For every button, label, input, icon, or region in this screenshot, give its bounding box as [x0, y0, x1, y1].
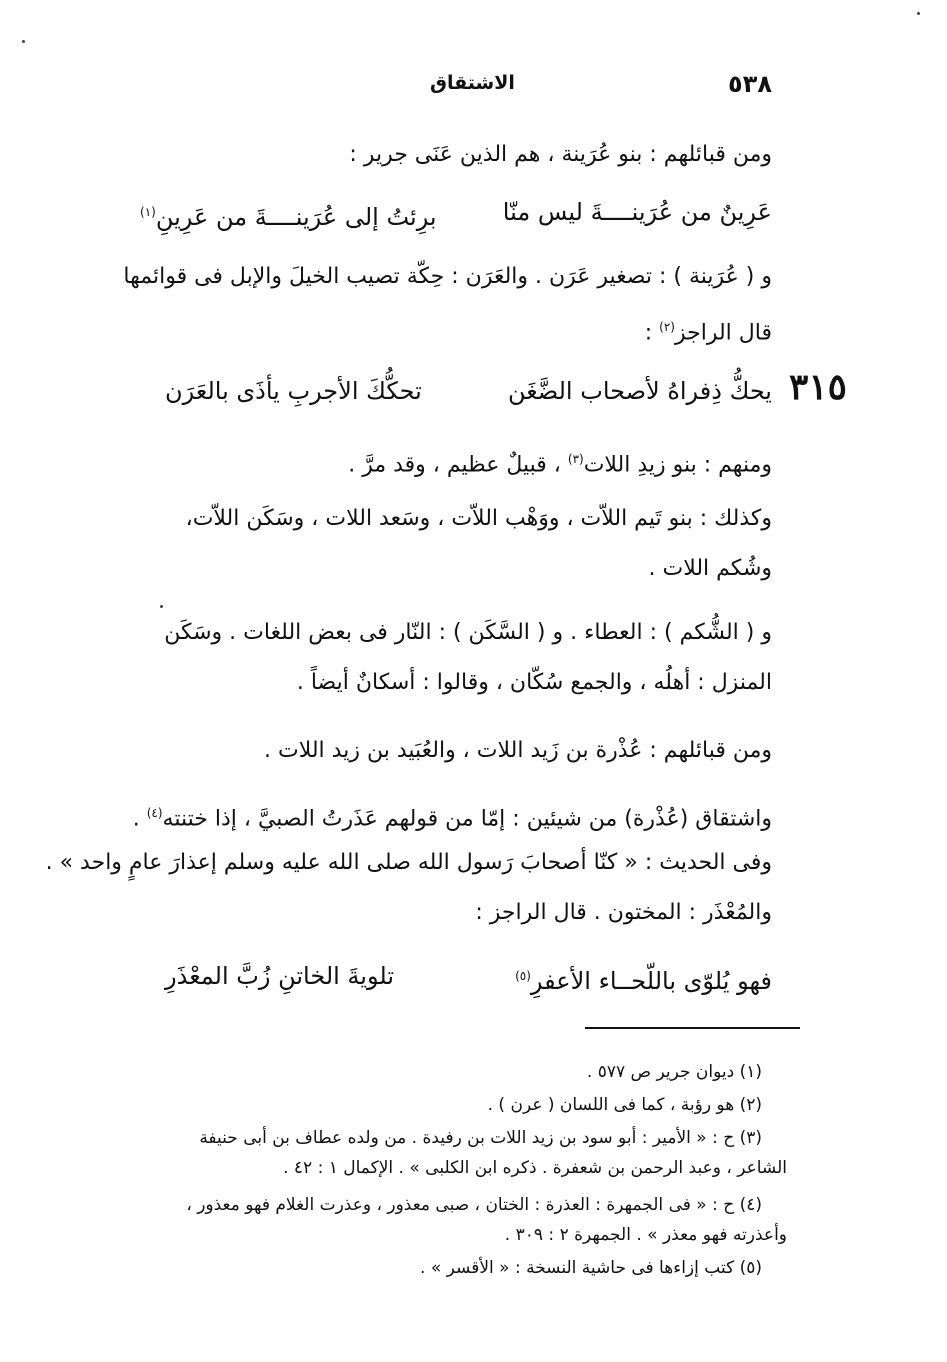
- verse-hemistich-right: عَرِينٌ من عُرَينــــةَ ليس منّا: [502, 198, 772, 226]
- verse-hemistich-left: تلويةَ الخاتنِ زُبَّ المعْذَرِ: [165, 962, 394, 990]
- footnote: (٣) ح : « الأمير : أبو سود بن زيد اللات بن رفيدة . من ولده عطاف بن أبى حنيفة: [199, 1128, 762, 1148]
- running-title: الاشتقاق: [430, 72, 515, 94]
- verse-text: فهو يُلوّى باللّحــاء الأعفرِ: [530, 967, 772, 995]
- footnote-divider: [585, 1027, 800, 1029]
- text-line: و ( الشُّكم ) : العطاء . و ( السَّكَن ) : النّار فى بعض اللغات . وسَكَن: [164, 620, 772, 645]
- text-line: وفى الحديث : « كنّا أصحابَ رَسول الله صلى الله عليه وسلم إعذارَ عامٍ واحد » .: [45, 850, 772, 875]
- text-line: المنزل : أهلُه ، والجمع سُكّان ، وقالوا : أسكانٌ أيضاً .: [296, 670, 772, 695]
- verse-hemistich-left: تحكُّكَ الأجربِ يأذَى بالعَرَن: [165, 377, 422, 405]
- text-line: ومن قبائلهم : عُذْرة بن زَيد اللات ، والعُبَيد بن زيد اللات .: [264, 738, 772, 763]
- footnote-marker: (٢): [659, 320, 675, 334]
- verse-hemistich-right: يحكُّ ذِفراهُ لأصحاب الضَّغَن: [507, 377, 772, 405]
- footnote: (١) ديوان جرير ص ٥٧٧ .: [586, 1062, 762, 1082]
- scan-speck: [917, 12, 920, 15]
- text-run: ، قبيلٌ عظيم ، وقد مرَّ .: [348, 452, 568, 478]
- text-line: [645, 312, 772, 348]
- text-run: ومنهم : بنو زيدِ اللات: [583, 452, 772, 478]
- footnote: (٥) كتب إزاءها فى حاشية النسخة : « الأقسر » .: [420, 1258, 762, 1278]
- text-run: واشتقاق (عُذْرة) من شيئين : إمّا من قولهم عَذَرتُ الصبيَّ ، إذا ختنته: [162, 806, 772, 832]
- verse-number: ٣١٥: [788, 366, 847, 408]
- footnote-marker: (٣): [567, 452, 584, 466]
- text-line: و ( عُرَينة ) : تصغير عَرَن . والعَرَن : حِكّة تصيب الخيلَ والإبل فى قوائمها: [123, 264, 772, 289]
- text-line: ومن قبائلهم : بنو عُرَينة ، هم الذين عَنَى جرير :: [349, 142, 772, 167]
- footnote-continuation: وأعذرته فهو معذر » . الجمهرة ٢ : ٣٠٩ .: [504, 1225, 787, 1245]
- scan-speck: [22, 40, 25, 43]
- verse-hemistich-right: [515, 960, 772, 997]
- text-line: [348, 444, 772, 480]
- page-number: ٥٣٨: [728, 70, 772, 98]
- text-line: وكذلك : بنو تَيم اللاّت ، ووَهْب اللاّت ، وسَعد اللات ، وسَكَن اللاّت،: [185, 506, 772, 531]
- text-run: .: [132, 806, 147, 832]
- footnote-continuation: الشاعر ، وعبد الرحمن بن شعفرة . ذكره ابن الكلبى » . الإكمال ١ : ٤٢ .: [283, 1158, 787, 1178]
- footnote-marker: (١): [140, 205, 156, 219]
- verse-text: برِئتُ إلى عُرَينــــةَ من عَرِينِ: [155, 203, 437, 231]
- text-run: قال الراجز: [674, 320, 772, 346]
- text-run: :: [644, 320, 660, 346]
- footnote-marker: (٥): [515, 969, 531, 983]
- text-line: والمُعْذَر : المختون . قال الراجز :: [475, 900, 772, 925]
- text-line: وشُكم اللات .: [648, 556, 772, 581]
- scan-speck: [160, 605, 163, 608]
- text-line: [133, 798, 772, 834]
- footnote: (٢) هو رؤبة ، كما فى اللسان ( عرن ) .: [487, 1095, 762, 1115]
- verse-hemistich-left: [140, 196, 437, 233]
- footnote: (٤) ح : « فى الجمهرة : العذرة : الختان ، صبى معذور ، وعذرت الغلام فهو معذور ،: [186, 1195, 762, 1215]
- footnote-marker: (٤): [146, 806, 163, 820]
